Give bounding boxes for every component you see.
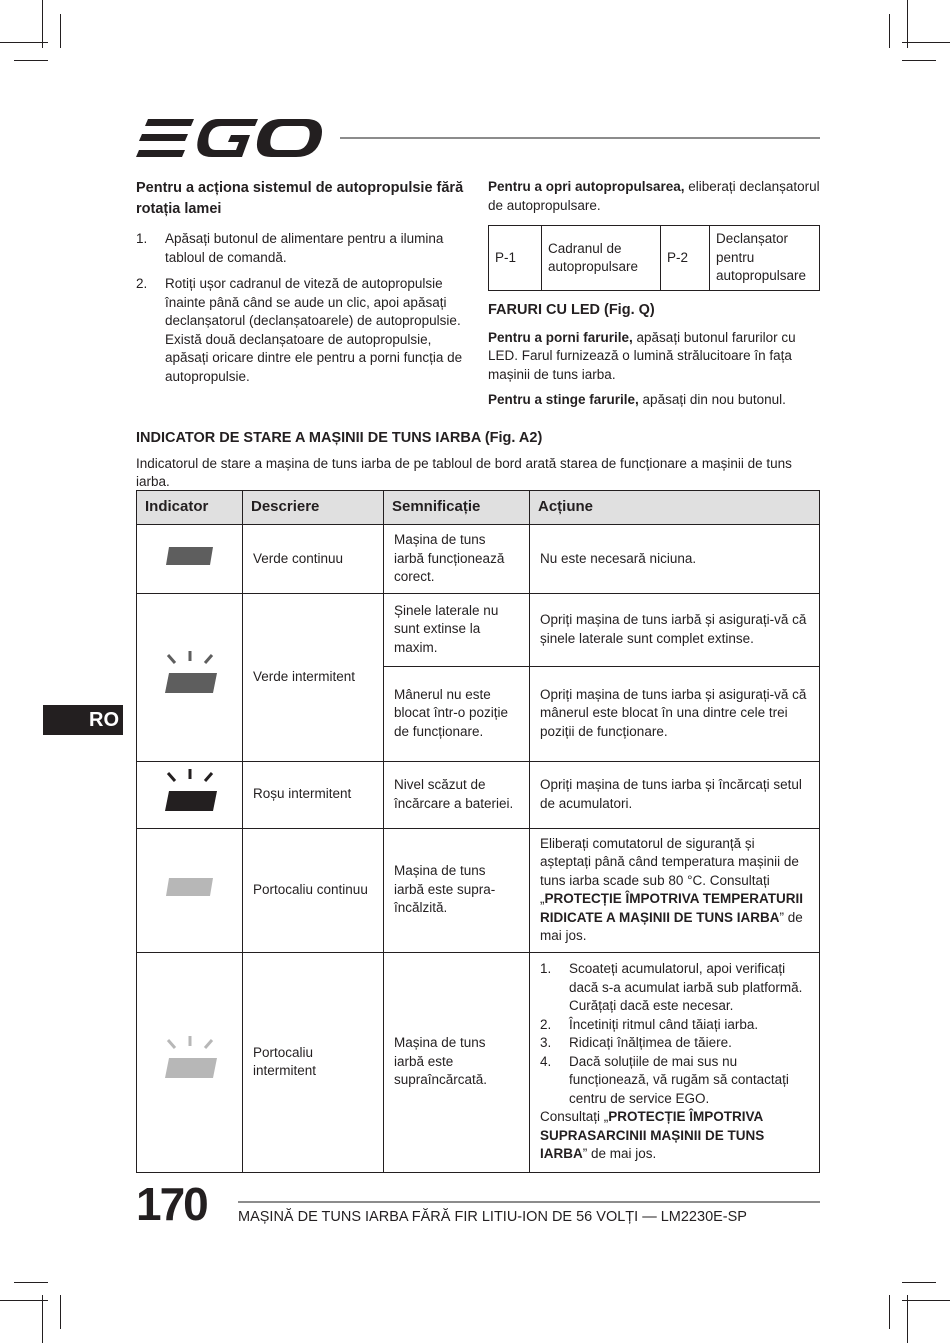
action-note: [540, 1108, 809, 1164]
page-number: 170: [136, 1178, 207, 1230]
crop-mark: [902, 42, 950, 43]
orange-flashing-indicator-icon: [162, 1036, 218, 1082]
indicator-intro: Indicatorul de stare a mașina de tuns iarba de pe tabloul de bord arată starea de funcționare a mașinii de tuns iarba.: [136, 456, 792, 489]
crop-mark: [42, 0, 43, 48]
footer-rule: [238, 1201, 820, 1203]
crop-mark: [902, 1282, 936, 1283]
table-row: [137, 952, 820, 1172]
parts-table: [488, 225, 820, 291]
section-heading: Pentru a acționa sistemul de autopropulsie fără rotația lamei: [136, 180, 464, 217]
part-id: P-2: [661, 226, 710, 291]
ego-logo: [136, 117, 322, 159]
description-cell: Roșu intermitent: [243, 761, 384, 828]
description-cell: Portocaliu intermitent: [243, 952, 384, 1172]
step-text: Dacă soluțiile de mai sus nu funcționează, vă rugăm să contactați centru de service EGO.: [569, 1053, 789, 1106]
crop-mark: [902, 60, 936, 61]
meaning-cell: Mașina de tuns iarbă este supraîncărcată.: [384, 952, 530, 1172]
step-number: 2.: [136, 276, 148, 291]
lights-off-label: Pentru a stinge farurile,: [488, 392, 639, 407]
indicator-cell: [137, 828, 243, 952]
crop-mark: [42, 1295, 43, 1343]
stop-label: Pentru a opri autopropulsarea,: [488, 179, 685, 194]
meaning-cell: Mașina de tuns iarbă este supra-încălzită.: [384, 828, 530, 952]
header-rule: [340, 137, 820, 139]
meaning-cell: Mânerul nu este blocat într-o poziție de funcționare.: [384, 666, 530, 761]
crop-mark: [0, 1300, 48, 1301]
lights-off-text: apăsați din nou butonul.: [638, 392, 786, 407]
indicator-cell: [137, 593, 243, 761]
left-column: [136, 178, 468, 394]
red-flashing-indicator-icon: [162, 769, 218, 815]
meaning-cell: Șinele laterale nu sunt extinse la maxim.: [384, 593, 530, 666]
crop-mark: [14, 60, 48, 61]
action-text: Consultați „: [540, 1109, 609, 1125]
crop-mark: [14, 1282, 48, 1283]
description-cell: Verde continuu: [243, 525, 384, 594]
action-text: Eliberați comutatorul de siguranță și așteptați până când temperatura mașinii de tuns iarba scade sub 80 °C. Consultați „: [540, 835, 799, 906]
header-indicator: Indicator: [137, 491, 243, 525]
steps-list: [136, 230, 468, 386]
orange-solid-indicator-icon: [165, 875, 215, 899]
indicator-cell: [137, 525, 243, 594]
crop-mark: [902, 1300, 950, 1301]
green-solid-indicator-icon: [165, 544, 215, 568]
step-text: Ridicați înălțimea de tăiere.: [569, 1035, 732, 1051]
crop-mark: [907, 0, 908, 48]
stop-text: eliberați declanșatorul de autopropulsare.: [488, 179, 820, 213]
list-item: [136, 275, 468, 386]
lights-on-text: apăsați butonul farurilor cu LED. Farul furnizează o lumină strălucitoare în fața mașinii de tuns iarba.: [488, 329, 796, 382]
table-header-row: [137, 491, 820, 525]
list-item: [540, 1053, 809, 1109]
step-text: Rotiți ușor cadranul de viteză de autopropulsie înainte până când se aude un clic, apoi apăsați declanșatorul (declanșatoarele) de autopropulsie. Există două declanșatoare de autopropulsie, apăsați oricare dintre ele pentru a porni funcția de autopropulsie.: [165, 276, 463, 384]
led-heading: FARURI CU LED (Fig. Q): [488, 302, 655, 318]
part-label: Cadranul de autopropulsare: [542, 226, 661, 291]
green-flashing-indicator-icon: [162, 651, 218, 697]
language-tab: RO: [43, 705, 123, 735]
step-number: 2.: [540, 1016, 552, 1032]
step-text: Scoateți acumulatorul, apoi verificați dacă s-a acumulat iarbă sub platformă. Curățați dacă este necesar.: [569, 961, 803, 1014]
table-row: [137, 761, 820, 828]
footer-title: MAȘINĂ DE TUNS IARBA FĂRĂ FIR LITIU-ION DE 56 VOLȚI — LM2230E-SP: [238, 1209, 747, 1225]
description-cell: Portocaliu continuu: [243, 828, 384, 952]
table-row: [137, 828, 820, 952]
lights-off-paragraph: [488, 391, 820, 410]
lights-on-paragraph: [488, 329, 820, 385]
indicator-table: [136, 490, 820, 1173]
action-cell: Opriți mașina de tuns iarba și încărcați setul de acumulatori.: [530, 761, 820, 828]
step-text: Apăsați butonul de alimentare pentru a ilumina tabloul de comandă.: [165, 231, 444, 265]
list-item: [540, 960, 809, 1016]
crop-mark: [889, 14, 890, 48]
table-row: [489, 226, 820, 291]
stop-paragraph: [488, 178, 820, 215]
indicator-cell: [137, 952, 243, 1172]
part-label: Declanșator pentru autopropulsare: [710, 226, 820, 291]
crop-mark: [60, 1295, 61, 1329]
indicator-heading: INDICATOR DE STARE A MAȘINII DE TUNS IARBA (Fig. A2): [136, 430, 543, 446]
action-text: ” de mai jos.: [540, 909, 803, 943]
action-cell: Nu este necesară niciuna.: [530, 525, 820, 594]
lights-on-label: Pentru a porni farurile,: [488, 329, 633, 345]
action-cell: Opriți mașina de tuns iarba și asigurați-vă că mânerul este blocat în una dintre cele trei poziții de funcționare.: [530, 666, 820, 761]
meaning-cell: Mașina de tuns iarbă funcționează corect.: [384, 525, 530, 594]
list-item: [136, 230, 468, 267]
step-number: 1.: [136, 231, 148, 246]
step-number: 4.: [540, 1053, 552, 1069]
list-item: [540, 1034, 809, 1053]
action-cell: [530, 828, 820, 952]
meaning-cell: Nivel scăzut de încărcare a bateriei.: [384, 761, 530, 828]
crop-mark: [889, 1295, 890, 1329]
crop-mark: [907, 1295, 908, 1343]
step-number: 1.: [540, 961, 552, 977]
step-number: 3.: [540, 1035, 552, 1051]
action-text: ” de mai jos.: [582, 1146, 657, 1162]
description-cell: Verde intermitent: [243, 593, 384, 761]
header-action: Acțiune: [530, 491, 820, 525]
action-reference: PROTECȚIE ÎMPOTRIVA TEMPERATURII RIDICATE A MAȘINII DE TUNS IARBA: [540, 891, 804, 925]
crop-mark: [60, 14, 61, 48]
table-row: [137, 593, 820, 666]
header-description: Descriere: [243, 491, 384, 525]
action-cell: [530, 952, 820, 1172]
step-text: Încetiniți ritmul când tăiați iarba.: [569, 1016, 759, 1032]
part-id: P-1: [489, 226, 542, 291]
action-cell: Opriți mașina de tuns iarbă și asigurați-vă că șinele laterale sunt complet extinse.: [530, 593, 820, 666]
indicator-cell: [137, 761, 243, 828]
header-meaning: Semnificație: [384, 491, 530, 525]
crop-mark: [0, 42, 48, 43]
list-item: [540, 1016, 809, 1035]
action-steps-list: [540, 960, 809, 1108]
table-row: [137, 525, 820, 594]
action-reference: PROTECȚIE ÎMPOTRIVA SUPRASARCINII MAȘINII DE TUNS IARBA: [540, 1109, 765, 1162]
right-column: [488, 178, 820, 417]
